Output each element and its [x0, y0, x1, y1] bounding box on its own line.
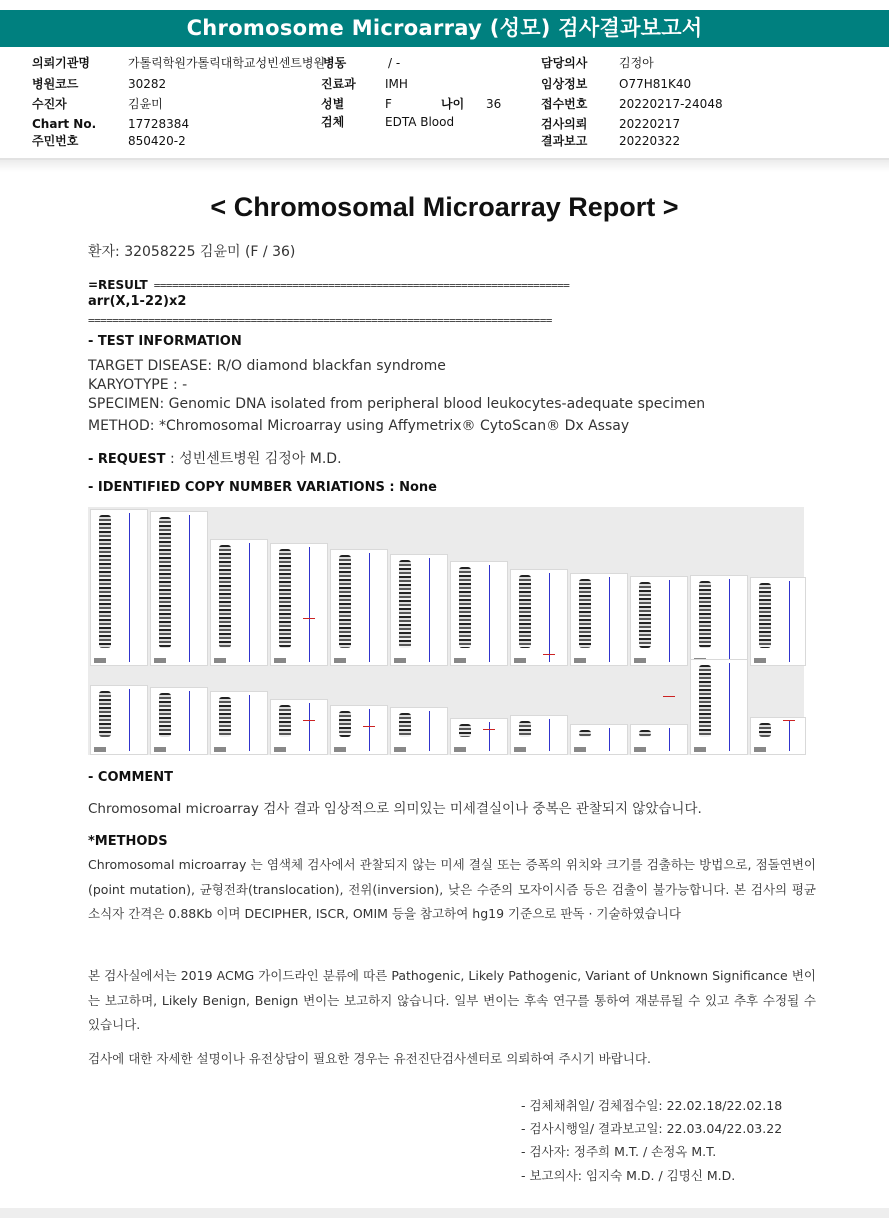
chromosome-label-tag-7 [454, 658, 466, 663]
chromosome-label-tag-18 [394, 747, 406, 752]
ward-value: / - [388, 56, 401, 70]
chromosome-band-7 [459, 567, 471, 648]
clinical-value: O77H81K40 [619, 77, 692, 91]
chromosome-label-tag-15 [214, 747, 226, 752]
copy-number-line-2 [189, 515, 190, 662]
chromosome-band-4 [279, 549, 291, 648]
chromosome-band-20 [519, 721, 531, 737]
copy-number-line-13 [129, 689, 130, 751]
cnv-marker-16 [303, 720, 315, 721]
chromosome-panel-2 [150, 511, 208, 666]
sex-label: 성별 [321, 97, 345, 111]
doctor-label: 담당의사 [541, 56, 588, 70]
signoff-line-4: - 보고의사: 임지숙 M.D. / 김명신 M.D. [521, 1168, 736, 1183]
method-info: METHOD: *Chromosomal Microarray using Affymetrix® CytoScan® Dx Assay [88, 418, 630, 434]
chromosome-label-tag-17 [334, 747, 346, 752]
copy-number-line-14 [189, 691, 190, 751]
chart-value: 17728384 [128, 117, 190, 131]
copy-number-line-18 [429, 711, 430, 751]
chromosome-band-14 [159, 693, 171, 737]
hospital-code-value: 30282 [128, 77, 167, 91]
chromosome-label-tag-X [694, 747, 706, 752]
chromosome-label-tag-21 [574, 747, 586, 752]
specimen-label: 검체 [321, 115, 345, 129]
copy-number-line-21 [609, 728, 610, 751]
copy-number-line-11 [729, 579, 730, 662]
chromosome-panel-20 [510, 715, 568, 755]
result-rule: ===================================================================== [153, 279, 570, 292]
copy-number-line-Y [789, 721, 790, 751]
chromosome-band-X [699, 665, 711, 737]
chromosome-panel-16 [270, 699, 328, 755]
chromosome-panel-4 [270, 543, 328, 666]
chromosome-panel-X [690, 659, 748, 755]
request-date-label: 검사의뢰 [541, 117, 588, 131]
chromosome-band-6 [399, 560, 411, 648]
clinical-label: 임상정보 [541, 77, 588, 91]
chromosome-panel-14 [150, 687, 208, 755]
chromosome-label-tag-Y [754, 747, 766, 752]
signoff-line-1: - 검체채취일/ 검체접수일: 22.02.18/22.02.18 [521, 1098, 783, 1113]
institution-label: 의뢰기관명 [32, 56, 90, 70]
cnv-heading: - IDENTIFIED COPY NUMBER VARIATIONS : None [88, 480, 437, 495]
chromosome-panel-1 [90, 509, 148, 666]
header-shadow [0, 160, 889, 172]
chromosome-band-22 [639, 730, 651, 737]
resident-value: 850420-2 [128, 134, 186, 148]
chromosome-band-10 [639, 582, 651, 648]
copy-number-line-1 [129, 513, 130, 662]
chromosome-panel-3 [210, 539, 268, 666]
copy-number-line-9 [609, 577, 610, 662]
specimen-info: SPECIMEN: Genomic DNA isolated from peripheral blood leukocytes-adequate specimen [88, 396, 706, 412]
copy-number-line-15 [249, 695, 250, 751]
chromosome-band-16 [279, 705, 291, 737]
chromosome-panel-11 [690, 575, 748, 666]
request-value: : 성빈센트병원 김정아 M.D. [165, 451, 342, 467]
copy-number-line-8 [549, 573, 550, 662]
cnv-marker-19 [483, 729, 495, 730]
copy-number-line-6 [429, 558, 430, 662]
chromosome-band-9 [579, 579, 591, 648]
copy-number-line-X [729, 663, 730, 751]
ward-label: 병동 [323, 56, 347, 70]
chromosome-band-17 [339, 711, 351, 737]
footer-band [0, 1208, 889, 1218]
chromosome-panel-10 [630, 576, 688, 666]
doctor-value: 김정아 [619, 56, 654, 70]
chromosome-band-3 [219, 545, 231, 648]
chromosome-band-Y [759, 723, 771, 737]
report-date-value: 20220322 [619, 134, 681, 148]
chromosome-label-tag-19 [454, 747, 466, 752]
patient-value: 김윤미 [128, 97, 163, 111]
cnv-marker-Y [783, 720, 795, 721]
chromosome-band-5 [339, 555, 351, 648]
chromosome-label-tag-3 [214, 658, 226, 663]
chromosome-band-8 [519, 575, 531, 648]
request-date-value: 20220217 [619, 117, 681, 131]
chromosome-band-13 [99, 691, 111, 737]
chromosome-band-18 [399, 713, 411, 737]
age-value: 36 [486, 97, 502, 111]
patient-label: 수진자 [32, 97, 67, 111]
chromosome-label-tag-10 [634, 658, 646, 663]
copy-number-line-19 [489, 722, 490, 751]
patient-line: 환자: 32058225 김윤미 (F / 36) [88, 244, 296, 260]
copy-number-line-16 [309, 703, 310, 751]
chromosome-band-21 [579, 730, 591, 737]
copy-number-line-17 [369, 709, 370, 751]
chromosome-band-1 [99, 515, 111, 648]
karyotype: KARYOTYPE : - [88, 377, 188, 393]
copy-number-line-3 [249, 543, 250, 662]
target-disease: TARGET DISEASE: R/O diamond blackfan syndrome [88, 358, 446, 374]
cnv-marker-8 [543, 654, 555, 655]
methods-paragraph-2: 본 검사실에서는 2019 ACMG 가이드라인 분류에 따른 Pathogenic, Likely Pathogenic, Variant of Unknown Significance 변이는 보고하며, Likely Benign, Benign 변이는 보고하지 않습니다. 일부 변이는 후속 연구를 통하여 재분류될 수 있고 추후 수정될 수 있습니다. [88, 968, 816, 1032]
copy-number-line-5 [369, 553, 370, 662]
chromosome-panel-15 [210, 691, 268, 755]
copy-number-line-4 [309, 547, 310, 662]
methods-paragraph-1: Chromosomal microarray 는 염색체 검사에서 관찰되지 않는 미세 결실 또는 증폭의 위치와 크기를 검출하는 방법으로, 점돌연변이(point mutation), 균형전좌(translocation), 전위(inversion), 낮은 수준의 모자이시즘 등은 검출이 불가능합니다. 본 검사의 평균소식자 간격은 0.88Kb 이며 DECIPHER, ISCR, OMIM 등을 참고하여 hg19 기준으로 판독 · 기술하였습니다 [88, 857, 816, 921]
sex-value: F [385, 97, 392, 111]
chromosome-label-tag-2 [154, 658, 166, 663]
chromosome-panel-17 [330, 705, 388, 755]
report-header-title: Chromosome Microarray (성모) 검사결과보고서 [0, 10, 889, 47]
chromosome-panel-18 [390, 707, 448, 755]
receipt-label: 접수번호 [541, 97, 588, 111]
result-label: =RESULT [88, 278, 148, 292]
chromosome-panel-Y [750, 717, 806, 755]
age-label: 나이 [441, 97, 465, 111]
chromosome-panel-21 [570, 724, 628, 755]
copy-number-line-20 [549, 719, 550, 751]
institution-value: 가톨릭학원가톨릭대학교성빈센트병원 [128, 56, 326, 70]
chromosome-panel-5 [330, 549, 388, 666]
chromosome-label-tag-14 [154, 747, 166, 752]
cnv-marker-4 [303, 618, 315, 619]
chromosome-label-tag-8 [514, 658, 526, 663]
chromosome-panel-8 [510, 569, 568, 666]
chromosome-label-tag-16 [274, 747, 286, 752]
chromosome-panel-12 [750, 577, 806, 666]
hospital-code-label: 병원코드 [32, 77, 79, 91]
chromosome-label-tag-12 [754, 658, 766, 663]
result-value: arr(X,1-22)x2 [88, 294, 187, 309]
chromosome-band-19 [459, 724, 471, 737]
chromosome-band-12 [759, 583, 771, 648]
report-date-label: 결과보고 [541, 134, 588, 148]
chromosome-panel-6 [390, 554, 448, 666]
signoff-line-3: - 검사자: 정주희 M.T. / 손정옥 M.T. [521, 1144, 717, 1159]
copy-number-line-22 [669, 728, 670, 751]
chromosome-label-tag-5 [334, 658, 346, 663]
chromosome-band-2 [159, 517, 171, 648]
test-info-heading: - TEST INFORMATION [88, 334, 242, 349]
chromosome-label-tag-1 [94, 658, 106, 663]
copy-number-line-7 [489, 565, 490, 662]
cnv-marker-10 [663, 696, 675, 697]
resident-label: 주민번호 [32, 134, 79, 148]
result-end-rule: ============================================================================= [88, 314, 552, 327]
chromosome-band-11 [699, 581, 711, 648]
karyogram-figure [88, 507, 804, 755]
chart-label: Chart No. [32, 117, 97, 131]
chromosome-band-15 [219, 697, 231, 737]
signoff-line-2: - 검사시행일/ 결과보고일: 22.03.04/22.03.22 [521, 1121, 783, 1136]
chromosome-label-tag-22 [634, 747, 646, 752]
chromosome-label-tag-4 [274, 658, 286, 663]
chromosome-panel-9 [570, 573, 628, 666]
copy-number-line-12 [789, 581, 790, 662]
dept-value: IMH [385, 77, 408, 91]
specimen-value: EDTA Blood [385, 115, 455, 129]
copy-number-line-10 [669, 580, 670, 662]
comment-text: Chromosomal microarray 검사 결과 임상적으로 의미있는 미세결실이나 중복은 관찰되지 않았습니다. [88, 801, 702, 817]
chromosome-label-tag-6 [394, 658, 406, 663]
report-title: < Chromosomal Microarray Report > [210, 192, 679, 222]
comment-heading: - COMMENT [88, 770, 174, 785]
chromosome-panel-19 [450, 718, 508, 755]
cnv-marker-17 [363, 726, 375, 727]
dept-label: 진료과 [321, 77, 356, 91]
chromosome-panel-7 [450, 561, 508, 666]
chromosome-label-tag-20 [514, 747, 526, 752]
chromosome-label-tag-13 [94, 747, 106, 752]
chromosome-label-tag-9 [574, 658, 586, 663]
chromosome-panel-22 [630, 724, 688, 755]
receipt-value: 20220217-24048 [619, 97, 723, 111]
request-label: - REQUEST [88, 452, 166, 467]
chromosome-panel-13 [90, 685, 148, 755]
methods-paragraph-3: 검사에 대한 자세한 설명이나 유전상담이 필요한 경우는 유전진단검사센터로 의뢰하여 주시기 바랍니다. [88, 1051, 651, 1066]
methods-heading: *METHODS [88, 834, 168, 849]
